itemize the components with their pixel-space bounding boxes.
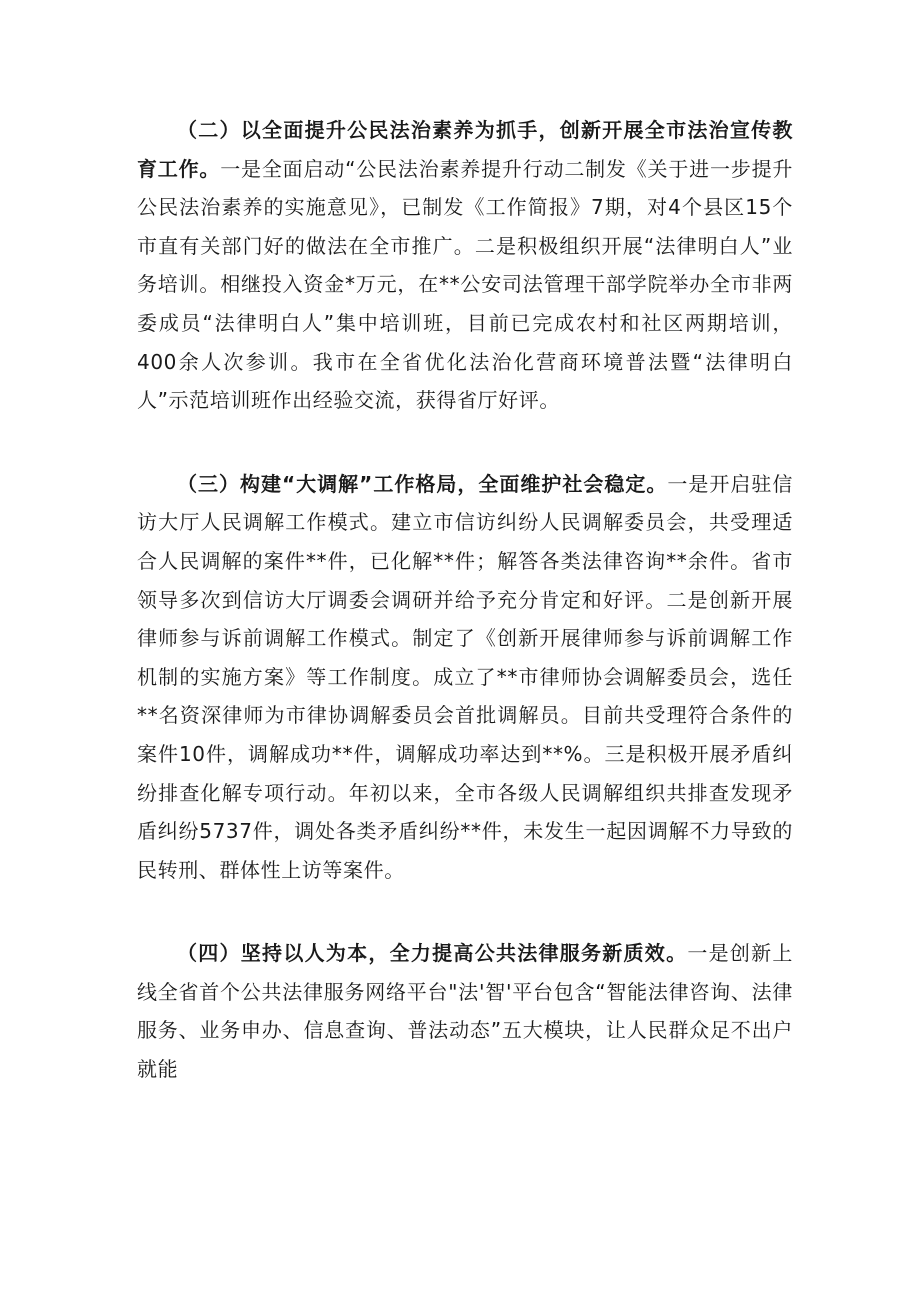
section-4-heading: （四）坚持以人为本，全力提高公共法律服务新质效。 (177, 941, 688, 966)
section-3-body: 一是开启驻信访大厅人民调解工作模式。建立市信访纠纷人民调解委员会，共受理适合人民调解的案件**件，已化解**件；解答各类法律咨询**余件。省市领导多次到信访大厅调委会调研并给予充分肯定和好评。二是创新开展律师参与诉前调解工作模式。制定了《创新开展律师参与诉前调解工作机制的实施方案》等工作制度。成立了**市律师协会调解委员会，选任**名资深律师为市律协调解委员会首批调解员。目前共受理符合条件的案件10件，调解成功**件，调解成功率达到**%。三是积极开展矛盾纠纷排查化解专项行动。年初以来，全市各级人民调解组织共排查发现矛盾纠纷5737件，调处各类矛盾纠纷**件，未发生一起因调解不力导致的民转刑、群体性上访等案件。 (137, 471, 793, 882)
section-4-body: 一是创新上线全省首个公共法律服务网络平台"法'智'平台包含“智能法律咨询、法律服务、业务申办、信息查询、普法动态”五大模块，让人民群众足不出户就能 (137, 941, 793, 1082)
paragraph-section-4 (137, 934, 793, 1088)
section-3-heading: （三）构建“大调解”工作格局，全面维护社会稳定。 (177, 471, 668, 496)
document-page (137, 0, 793, 1089)
paragraph-section-3 (137, 465, 793, 890)
section-2-heading: （二）以全面提升公民法治素养为抓手，创新开展全市法治宣传教育工作。 (137, 118, 793, 181)
paragraph-section-2 (137, 111, 793, 420)
section-2-body: 一是全面启动“公民法治素养提升行动二制发《关于进一步提升公民法治素养的实施意见》，已制发《工作简报》7期，对4个县区15个市直有关部门好的做法在全市推广。二是积极组织开展“法律明白人”业务培训。相继投入资金*万元，在**公安司法管理干部学院举办全市非两委成员“法律明白人”集中培训班，目前已完成农村和社区两期培训，400余人次参训。我市在全省优化法治化营商环境普法暨“法律明白人”示范培训班作出经验交流，获得省厅好评。 (137, 156, 793, 413)
